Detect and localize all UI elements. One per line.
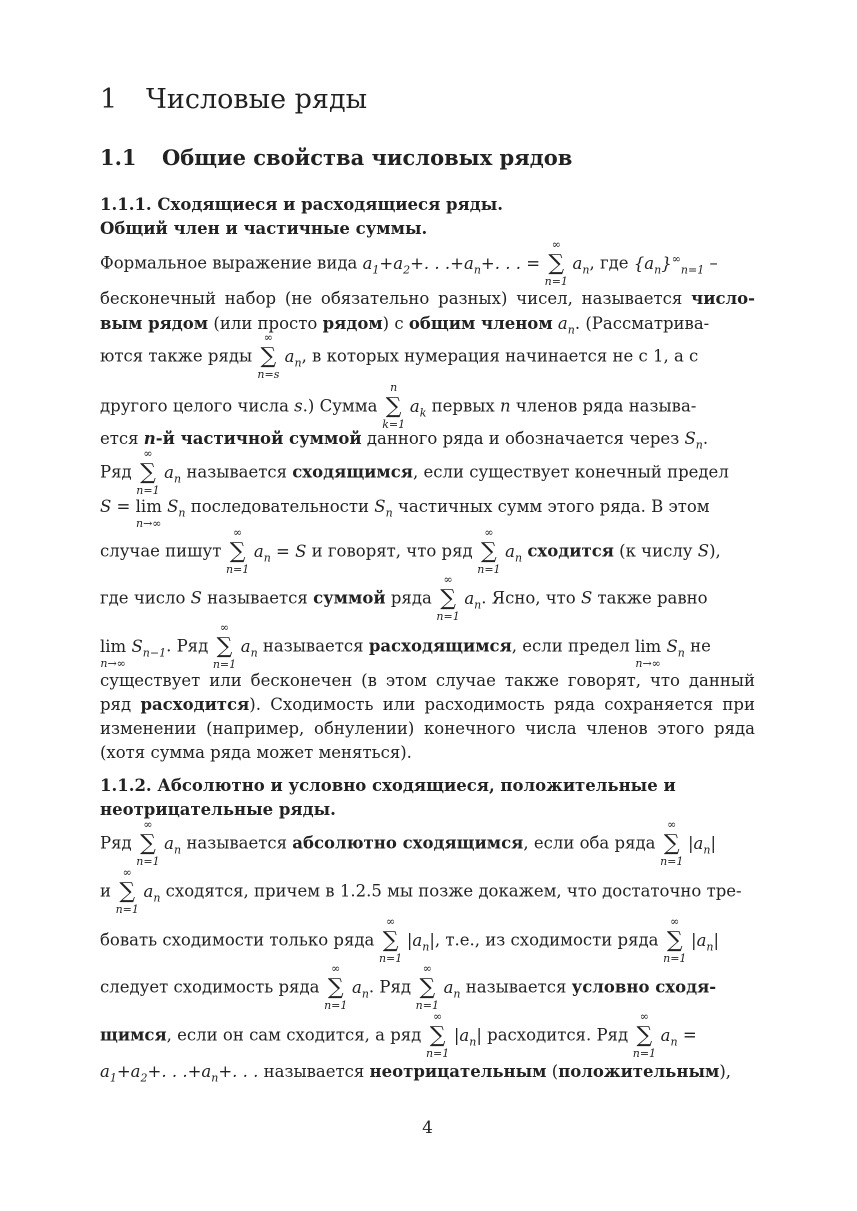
section-heading — [100, 145, 572, 170]
p1-line6: ется n-й частичной суммой данного ряда и обозначается через $S_n$. — [100, 429, 709, 452]
sum-symbol: ∞ ∑ n=1 — [225, 526, 250, 576]
term: число- — [691, 289, 755, 308]
text: частичных сумм этого ряда. В этом — [392, 497, 710, 516]
p1-line14: изменении (например, обнулении) конечного числа членов этого ряда — [100, 719, 755, 738]
p1-line5: другого целого числа s.) Сумма n ∑ k=1 $a_k$ первых n членов ряда называ- — [100, 381, 697, 431]
text: ). Сходимость или расходимость ряда сохраняется при — [249, 695, 755, 714]
text: . Ряд — [368, 977, 412, 997]
text: ется — [100, 429, 144, 448]
text: , если существует конечный предел — [413, 462, 729, 482]
text: , где — [589, 253, 634, 273]
term: щимся — [100, 1025, 167, 1045]
sum-symbol: ∞ ∑ n=1 — [436, 573, 460, 623]
term: условно сходя- — [571, 977, 717, 997]
p2-line3: бовать сходимости только ряда ∞ ∑ n=1 $|a_n|$, т.е., из сходимости ряда ∞ ∑ n=1 $|a_n|$ — [100, 915, 720, 965]
text: называется — [460, 977, 572, 997]
p1-line3: вым рядом (или просто рядом) с общим членом $a_n$. (Рассматрива- — [100, 314, 710, 337]
term: суммой — [313, 588, 386, 608]
sum-symbol: ∞ ∑ n=1 — [415, 962, 439, 1012]
p1-line9: случае пишут ∞ ∑ n=1 $a_n = S$ и говорят, что ряд ∞ ∑ n=1 $a_n$ сходится (к числу S), — [100, 526, 721, 576]
chapter-number: 1 — [100, 84, 118, 115]
text: .) Сумма — [302, 396, 378, 416]
term: положительным — [558, 1062, 720, 1081]
text: следует сходимость ряда — [100, 977, 320, 997]
sum-symbol: ∞ ∑ n=1 — [136, 818, 160, 868]
text: (или просто — [208, 314, 323, 333]
text: ряд — [100, 695, 141, 714]
text: бовать сходимости только ряда — [100, 930, 375, 950]
limit: lim n→∞ — [100, 636, 127, 670]
section-title: Общие свойства числовых рядов — [162, 145, 573, 170]
text: , в которых нумерация начинается не с 1, а с — [301, 346, 699, 366]
sum-symbol: ∞ ∑ n=1 — [477, 526, 501, 576]
chapter-title: Числовые ряды — [146, 84, 368, 115]
text: . (Рассматрива- — [574, 314, 710, 333]
text: называется — [257, 636, 369, 656]
p1-line11: lim n→∞ $S_{n-1}$. Ряд ∞ ∑ n=1 $a_n$ называется расходящимся, если предел lim n→∞ $S_n$ не — [100, 621, 711, 671]
text: – — [704, 253, 718, 273]
text: последовательности — [185, 497, 375, 516]
text: ряда — [385, 588, 432, 608]
text: данного ряда и обозначается через — [361, 429, 685, 448]
text: ), — [709, 541, 721, 561]
sum-symbol: ∞ ∑ n=1 — [544, 238, 568, 288]
sum-symbol: ∞ ∑ n=1 — [115, 866, 139, 916]
p1-line1: Формальное выражение вида $a_1+a_2+$. . $.+a_n+$. . . = ∞ ∑ n=1 $a_n$, где $\{a_n\}^\infty_{n=1}$ – — [100, 238, 718, 288]
p1-line8: S = lim n→∞ $S_n$ последовательности $S_n$ частичных сумм этого ряда. В этом — [100, 497, 710, 530]
text: называется — [201, 588, 314, 608]
sum-symbol: ∞ ∑ n=1 — [324, 962, 348, 1012]
term: неотрицательным — [369, 1062, 547, 1081]
text: ) с — [382, 314, 409, 333]
text: Ряд — [100, 833, 132, 853]
text: , т.е., из сходимости ряда — [434, 930, 659, 950]
page-number: 4 — [422, 1118, 433, 1138]
text: не — [684, 636, 711, 656]
text: первых — [426, 396, 500, 416]
sum-symbol: ∞ ∑ n=1 — [663, 915, 687, 965]
text: . Ясно, что — [481, 588, 581, 608]
p1-line10: где число S называется суммой ряда ∞ ∑ n=1 $a_n$. Ясно, что S также равно — [100, 573, 708, 623]
term: рядом — [322, 314, 383, 333]
term: абсолютно сходящимся — [292, 833, 524, 853]
limit: lim n→∞ — [135, 497, 162, 530]
subsection-heading-2-line1: 1.1.2. Абсолютно и условно сходящиеся, положительные и — [100, 776, 676, 795]
text: членов ряда называ- — [510, 396, 697, 416]
sum-symbol: ∞ ∑ n=s — [257, 331, 280, 381]
text: сходятся, причем в 1.2.5 мы позже докажем, что достаточно тре- — [160, 881, 742, 901]
p2-line4: следует сходимость ряда ∞ ∑ n=1 $a_n$. Ряд ∞ ∑ n=1 $a_n$ называется условно сходя- — [100, 962, 717, 1012]
text: расходится. Ряд — [481, 1025, 629, 1045]
text: . Ряд — [166, 636, 209, 656]
sum-symbol: ∞ ∑ n=1 — [425, 1010, 450, 1060]
subsection-heading-1 — [100, 193, 503, 241]
term: сходящимся — [292, 462, 413, 482]
text: Ряд — [100, 462, 132, 482]
text: , если он сам сходится, а ряд — [166, 1025, 422, 1045]
term: -й частичной суммой — [155, 429, 362, 448]
text: случае пишут — [100, 541, 222, 561]
text: ( — [546, 1062, 559, 1081]
text: , если оба ряда — [523, 833, 656, 853]
term: расходящимся — [368, 636, 512, 656]
text: ются также ряды — [100, 346, 253, 366]
p2-line5: щимся, если он сам сходится, а ряд ∞ ∑ n=1 $|a_n|$ расходится. Ряд ∞ ∑ n=1 $a_n$ = — [100, 1010, 697, 1060]
sum-symbol: ∞ ∑ n=1 — [378, 915, 403, 965]
text: называется — [181, 833, 293, 853]
sum-symbol: ∞ ∑ n=1 — [660, 818, 684, 868]
text: бесконечный набор (не обязательно разных) чисел, называется — [100, 289, 692, 308]
p1-line7: Ряд ∞ ∑ n=1 $a_n$ называется сходящимся, если существует конечный предел — [100, 447, 729, 497]
text: другого целого числа — [100, 396, 289, 416]
chapter-heading — [100, 84, 367, 115]
text: Формальное выражение вида — [100, 253, 363, 273]
sum-symbol: ∞ ∑ n=1 — [212, 621, 237, 671]
text: ), — [719, 1062, 731, 1081]
subsection-heading-1-line2: Общий член и частичные суммы. — [100, 219, 428, 238]
text: (к числу — [613, 541, 698, 561]
term: расходится — [140, 695, 250, 714]
sum-symbol: n ∑ k=1 — [382, 381, 406, 431]
limit: lim n→∞ — [635, 636, 662, 670]
sum-symbol: ∞ ∑ n=1 — [632, 1010, 657, 1060]
term: вым рядом — [100, 314, 209, 333]
p2-line2: и ∞ ∑ n=1 $a_n$ сходятся, причем в 1.2.5 мы позже докажем, что достаточно тре- — [100, 866, 742, 916]
text: и говорят, что ряд — [306, 541, 473, 561]
section-number: 1.1 — [100, 145, 137, 170]
text: называется — [181, 462, 293, 482]
text: , если предел — [511, 636, 630, 656]
term: общим членом — [408, 314, 553, 333]
p1-line15: (хотя сумма ряда может меняться). — [100, 743, 412, 762]
p1-line4: ются также ряды ∞ ∑ n=s $a_n$, в которых нумерация начинается не с 1, а с — [100, 331, 699, 381]
text: = — [677, 1025, 697, 1045]
subsection-heading-1-line1: 1.1.1. Сходящиеся и расходящиеся ряды. — [100, 195, 504, 214]
term: сходится — [527, 541, 614, 561]
subsection-heading-2-line2: неотрицательные ряды. — [100, 800, 336, 819]
text: и — [100, 881, 111, 901]
text: где число — [100, 588, 191, 608]
sum-symbol: ∞ ∑ n=1 — [136, 447, 160, 497]
p1-line13 — [100, 695, 755, 715]
text: называется — [258, 1062, 370, 1081]
p1-line12: существует или бесконечен (в этом случае также говорят, что данный — [100, 671, 755, 690]
p2-line6: $a_1+a_2+$. . $.+a_n+$. . . называется неотрицательным (положительным), — [100, 1062, 731, 1085]
p2-line1: Ряд ∞ ∑ n=1 $a_n$ называется абсолютно сходящимся, если оба ряда ∞ ∑ n=1 $|a_n|$ — [100, 818, 717, 868]
subsection-heading-2 — [100, 774, 676, 822]
text: также равно — [592, 588, 708, 608]
p1-line2 — [100, 289, 755, 309]
